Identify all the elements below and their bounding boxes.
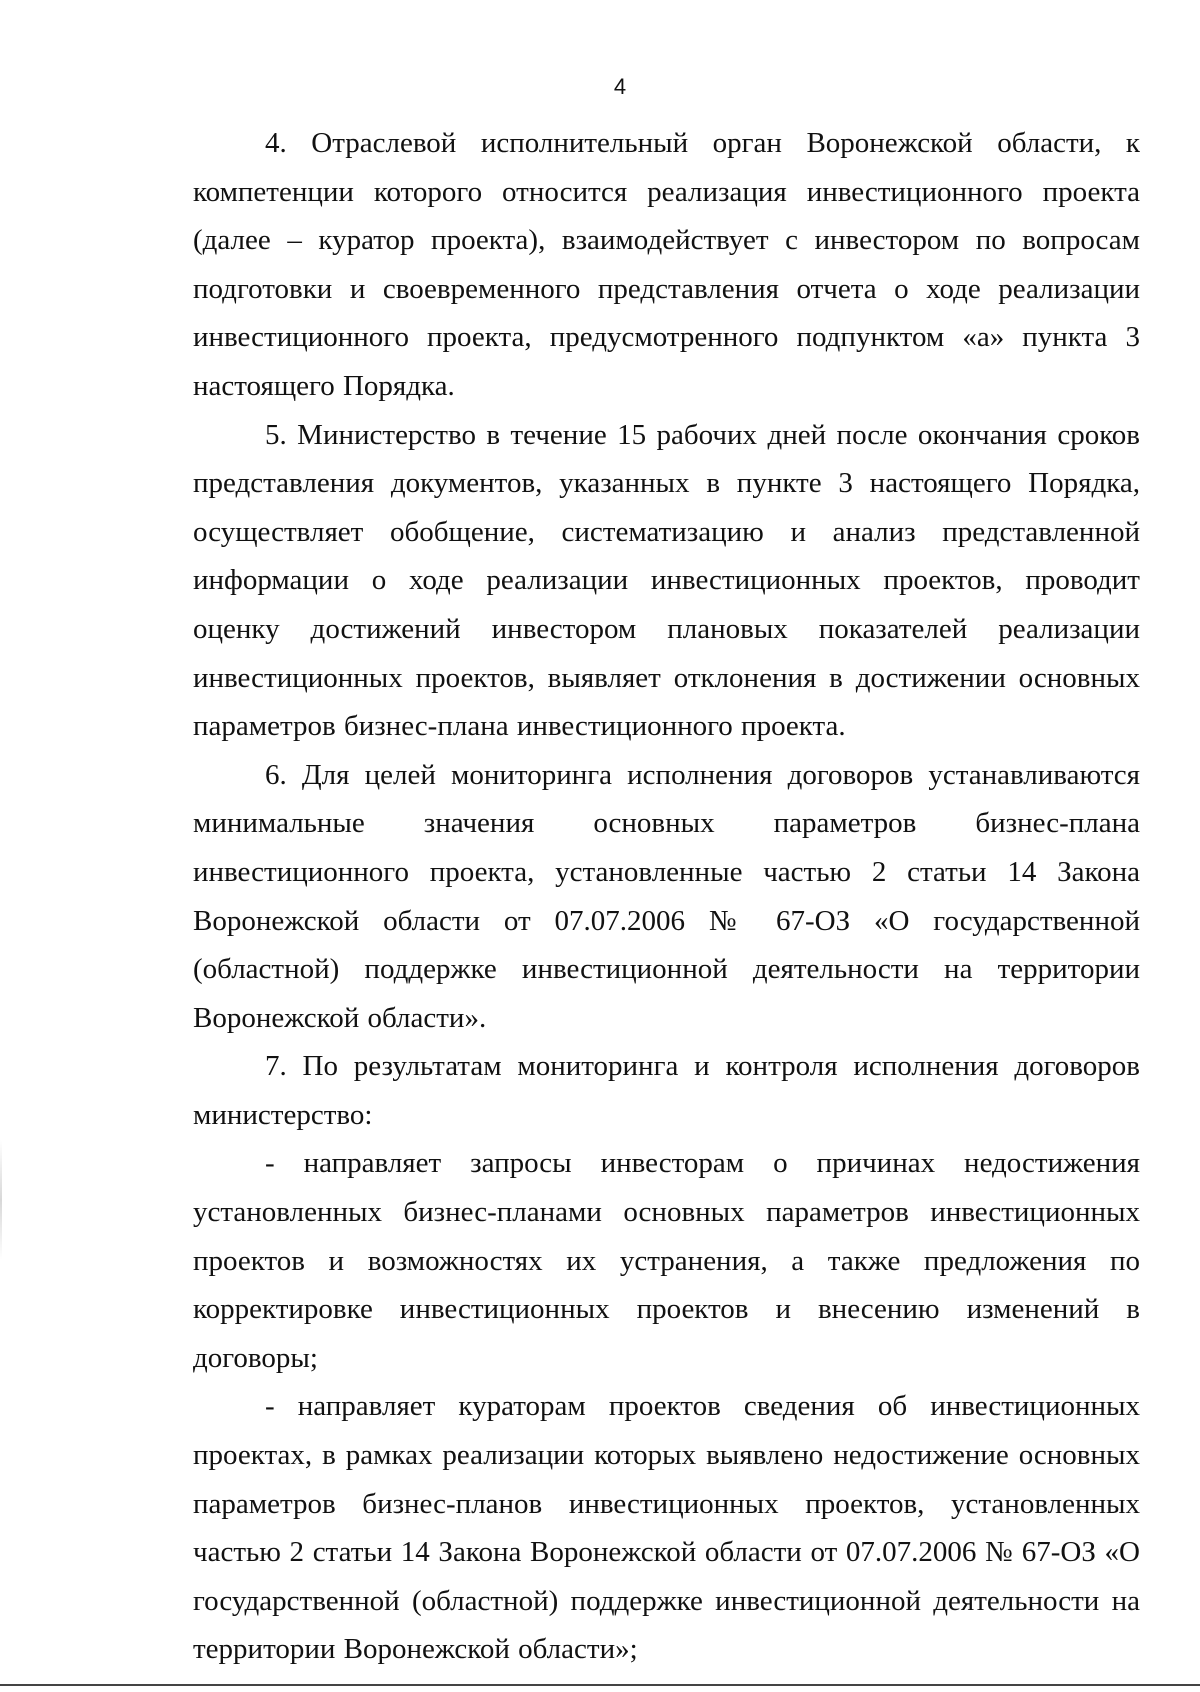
scan-edge-shadow xyxy=(0,1140,2,1260)
paragraph-4: 4. Отраслевой исполнительный орган Воронежской области, к компетенции которого относится реализация инвестиционного проекта (далее – куратор проекта), взаимодействует с инвестором по вопросам подготовки и своевременного представления отчета о ходе реализации инвестиционного проекта, предусмотренного подпунктом «а» пункта 3 настоящего Порядка. xyxy=(193,127,1140,402)
paragraph-5: 5. Министерство в течение 15 рабочих дней после окончания сроков представления документов, указанных в пункте 3 настоящего Порядка, осуществляет обобщение, систематизацию и анализ представленной информации о ходе реализации инвестиционных проектов, проводит оценку достижений инвестором плановых показателей реализации инвестиционных проектов, выявляет отклонения в достижении основных параметров бизнес-плана инвестиционного проекта. xyxy=(193,418,1140,743)
page-bottom-edge xyxy=(0,1684,1200,1686)
page-number: 4 xyxy=(613,74,627,99)
paragraph-7: 7. По результатам мониторинга и контроля исполнения договоров министерство: xyxy=(193,1050,1140,1131)
list-item-requests: - направляет запросы инвесторам о причинах недостижения установленных бизнес-планами основных параметров инвестиционных проектов и возможностях их устранения, а также предложения по корректировке инвестиционных проектов и внесению изменений в договоры; xyxy=(193,1147,1140,1374)
paragraph-6: 6. Для целей мониторинга исполнения договоров устанавливаются минимальные значения основных параметров бизнес-плана инвестиционного проекта, установленные частью 2 статьи 14 Закона Воронежской области от 07.07.2006 № 67-ОЗ «О государственной (областной) поддержке инвестиционной деятельности на территории Воронежской области». xyxy=(193,758,1140,1034)
document-body xyxy=(193,119,1140,1674)
list-item-curators: - направляет кураторам проектов сведения об инвестиционных проектах, в рамках реализации которых выявлено недостижение основных параметров бизнес-планов инвестиционных проектов, установленных частью 2 статьи 14 Закона Воронежской области от 07.07.2006 № 67-ОЗ «О государственной (областной) поддержке инвестиционной деятельности на территории Воронежской области»; xyxy=(193,1390,1140,1666)
